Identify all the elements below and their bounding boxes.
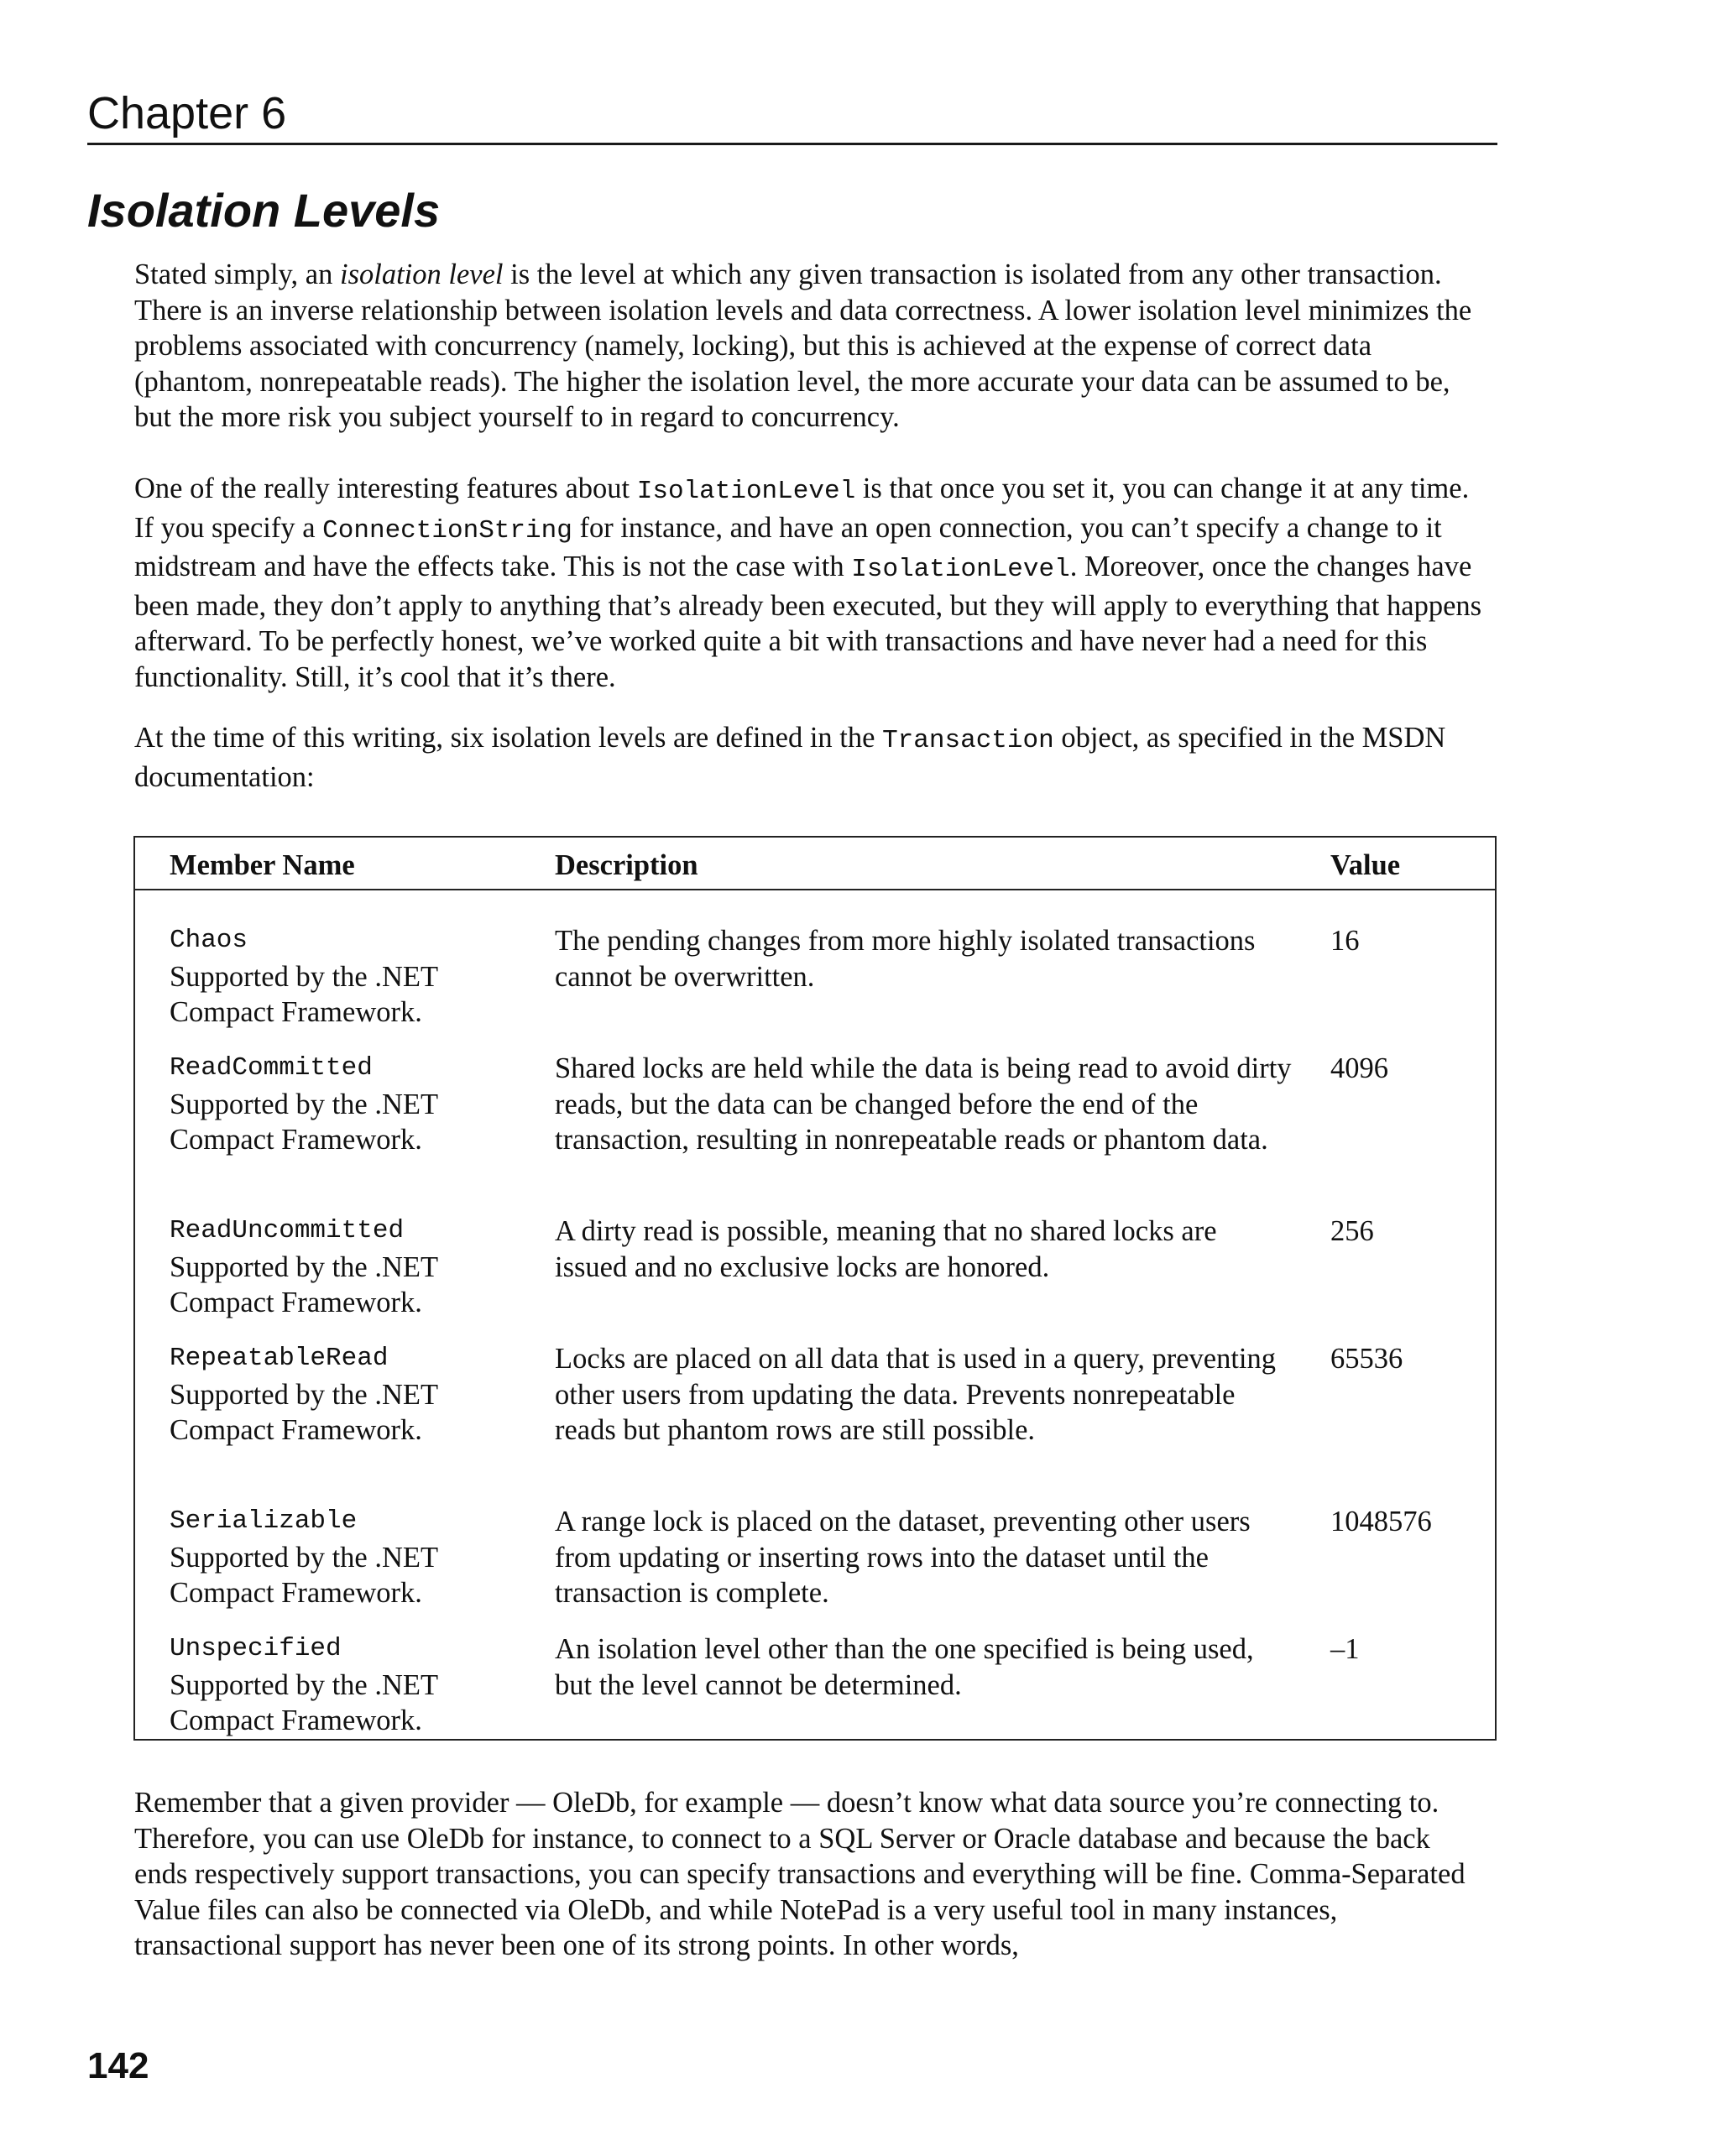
para-text: . Moreover, once the changes have been made, they don’t apply to anything that’s already been executed, but they will apply to everything that happens afterward. To be perfectly honest, we’ve worked quite a bit with transactions and have never had a need for this functionality. Still, it’s cool that it’s there. [134, 551, 1482, 693]
member-name: ReadUncommitted [170, 1216, 405, 1245]
para-text: One of the really interesting features about [134, 472, 637, 504]
member-cell [170, 1341, 539, 1449]
member-name: Serializable [170, 1506, 358, 1536]
inline-code: IsolationLevel [636, 477, 856, 506]
para-text: Stated simply, an [134, 258, 340, 290]
member-name: Chaos [170, 926, 248, 955]
member-cell [170, 923, 539, 1031]
member-note: Supported by the .NET Compact Framework. [170, 1088, 438, 1156]
value-cell: 256 [1330, 1215, 1374, 1247]
para-text: for instance, and have an open connection, you can’t specify a change to it midstream and have the effects take. This is not the case with [134, 511, 1442, 582]
section-title: Isolation Levels [87, 184, 441, 237]
paragraph-isolationlevel [134, 471, 1486, 695]
table-header-member-name: Member Name [170, 849, 355, 881]
value-cell: 4096 [1330, 1052, 1388, 1084]
member-name: RepeatableRead [170, 1344, 389, 1373]
paragraph-intro [134, 257, 1486, 436]
para-text: At the time of this writing, six isolation levels are defined in the [134, 722, 883, 754]
description-cell: The pending changes from more highly isolated transactions cannot be overwritten. [555, 925, 1256, 993]
description-cell: Locks are placed on all data that is used in a query, preventing other users from updating the data. Prevents nonrepeatable reads but phantom rows are still possible. [555, 1343, 1276, 1446]
paragraph-six-levels [134, 720, 1486, 795]
para-text: object, as specified in the MSDN documentation: [134, 722, 1446, 793]
page-number: 142 [87, 2045, 149, 2086]
member-note: Supported by the .NET Compact Framework. [170, 1250, 438, 1318]
member-note: Supported by the .NET Compact Framework. [170, 1541, 438, 1609]
table-header-description: Description [555, 849, 698, 881]
value-cell: 1048576 [1330, 1506, 1432, 1537]
member-name: Unspecified [170, 1634, 342, 1663]
member-note: Supported by the .NET Compact Framework. [170, 1378, 438, 1446]
inline-code: ConnectionString [322, 515, 572, 546]
member-note: Supported by the .NET Compact Framework. [170, 960, 438, 1028]
isolation-level-table [133, 836, 1497, 1741]
value-cell: 65536 [1330, 1343, 1403, 1375]
value-cell: 16 [1330, 925, 1360, 957]
description-cell: Shared locks are held while the data is being read to avoid dirty reads, but the data can be changed before the end of the transaction, resulting in nonrepeatable reads or phantom data. [555, 1052, 1292, 1156]
member-cell [170, 1214, 539, 1321]
para-text: is the level at which any given transaction is isolated from any other transaction. There is an inverse relationship between isolation levels and data correctness. A lower isolation level minimizes the problems associated with concurrency (namely, locking), but this is achieved at the expense of correct data (phantom, nonrepeatable reads). The higher the isolation level, the more accurate your data can be assumed to be, but the more risk you subject yourself to in regard to concurrency. [134, 258, 1472, 433]
header-rule [87, 143, 1497, 145]
inline-code: IsolationLevel [851, 555, 1070, 584]
table-header-value: Value [1330, 849, 1401, 881]
inline-code: Transaction [882, 726, 1054, 755]
paragraph-providers: Remember that a given provider — OleDb, for example — doesn’t know what data source you’re connecting to. Therefore, you can use OleDb for instance, to connect to a SQL Server or Oracle database and because the back ends respectively support transactions, you can specify transactions and everything will be fine. Comma-Separated Value files can also be connected via OleDb, and while NotePad is a very useful tool in many instances, transactional support has never been one of its strong points. In other words, [134, 1787, 1466, 1961]
description-cell: An isolation level other than the one specified is being used, but the level cannot be determined. [555, 1633, 1254, 1701]
member-note: Supported by the .NET Compact Framework. [170, 1668, 438, 1736]
para-text: is that once you set it, you can change it at any time. If you specify a [134, 472, 1470, 544]
description-cell: A dirty read is possible, meaning that no shared locks are issued and no exclusive locks are honored. [555, 1215, 1217, 1283]
description-cell: A range lock is placed on the dataset, preventing other users from updating or inserting rows into the dataset until the transaction is complete. [555, 1506, 1251, 1609]
value-cell: –1 [1330, 1633, 1360, 1665]
member-cell [170, 1504, 539, 1611]
chapter-header: Chapter 6 [87, 88, 287, 138]
member-cell [170, 1631, 539, 1739]
member-name: ReadCommitted [170, 1053, 373, 1083]
para-emphasis: isolation level [340, 258, 504, 290]
table-header-rule [135, 889, 1495, 890]
member-cell [170, 1051, 539, 1158]
